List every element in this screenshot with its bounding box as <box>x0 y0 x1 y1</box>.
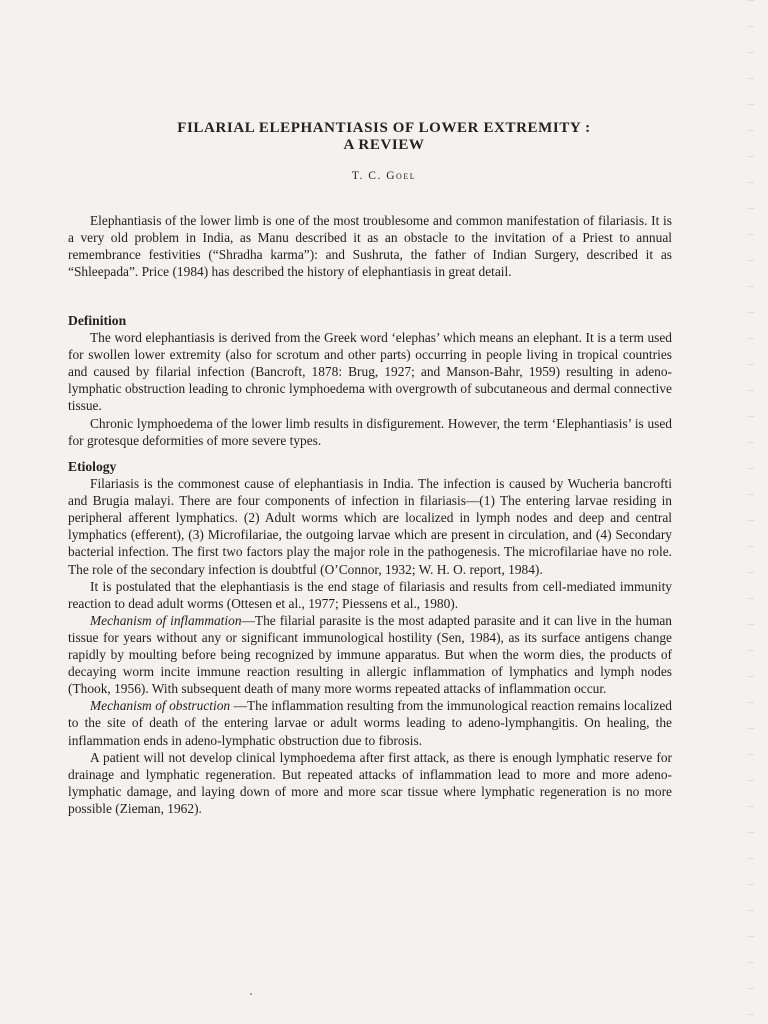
etiology-heading: Etiology <box>68 459 117 474</box>
definition-paragraph-2: Chronic lymphoedema of the lower limb results in disfigurement. However, the term ‘Elephantiasis’ is used for grotesque deformities of more severe types. <box>68 415 672 448</box>
introduction <box>68 212 672 280</box>
etiology-paragraph-2: It is postulated that the elephantiasis is the end stage of filariasis and results from cell-mediated immunity reaction to dead adult worms (Ottesen et al., 1977; Piessens et al., 1980). <box>68 578 672 611</box>
author-name: T. C. Goel <box>351 170 417 182</box>
article-title-line1: FILARIAL ELEPHANTIASIS OF LOWER EXTREMITY : <box>177 120 591 136</box>
mechanism-obstruction-label: Mechanism of obstruction <box>90 698 231 714</box>
intro-paragraph: Elephantiasis of the lower limb is one of the most troublesome and common manifestation of filariasis. It is a very old problem in India, as Manu described it as an obstacle to the invitation of a Priest to annual remembrance festivities (“Shradha karma”): and Sushruta, the father of Indian Surgery, described it as “Shleepada”. Price (1984) has described the history of elephantiasis in great detail. <box>68 213 672 280</box>
etiology-paragraph-4 <box>68 697 672 748</box>
definition-paragraph-1: The word elephantiasis is derived from the Greek word ‘elephas’ which means an elephant. It is a term used for swollen lower extremity (also for scrotum and other parts) occurring in people living in tropical countries and caused by filarial infection (Bancroft, 1878: Brug, 1927; and Manson-Bahr, 1959) resulting in adeno-lymphatic obstruction leading to chronic lymphoedema with overgrowth of subcutaneous and dermal connective tissue. <box>68 330 672 414</box>
etiology-paragraph-3 <box>68 612 672 697</box>
definition-section <box>68 312 672 449</box>
article-title-line2: A REVIEW <box>343 137 425 153</box>
etiology-paragraph-5: A patient will not develop clinical lymphoedema after first attack, as there is enough lymphatic reserve for drainage and lymphatic regeneration. But repeated attacks of inflammation lead to more and more adeno-lymphatic damage, and laying down of more and more scar tissue where lymphatic regeneration is no more possible (Zieman, 1962). <box>68 749 672 816</box>
etiology-section <box>68 458 672 817</box>
mechanism-obstruction-text: —The inflammation resulting from the immunological reaction remains localized to the site of death of the entering larvae or adult worms leading to adeno-lymphangitis. On healing, the inflammation ends in adeno-lymphatic obstruction due to fibrosis. <box>68 698 672 748</box>
scan-speck <box>250 993 252 995</box>
definition-heading: Definition <box>68 313 127 328</box>
etiology-paragraph-1: Filariasis is the commonest cause of elephantiasis in India. The infection is caused by Wucheria bancrofti and Brugia malayi. There are four components of infection in filariasis—(1) The entering larvae residing in peripheral afferent lymphatics. (2) Adult worms which are localized in lymph nodes and deep and central lymphatics (efferent), (3) Microfilariae, the outgoing larvae which are present in circulation, and (4) Secondary bacterial infection. The first two factors play the major role in the pathogenesis. The microfilariae have no role. The role of the secondary infection is doubtful (O’Connor, 1932; W. H. O. report, 1984). <box>68 476 672 577</box>
mechanism-inflammation-text: —The filarial parasite is the most adapted parasite and it can live in the human tissue for years without any or significant immunological hostility (Sen, 1984), as its surface antigens change rapidly by moulting before being recognized by immune apparatus. But when the worm dies, the products of decaying worm incite immune reaction resulting in allergic inflammation of lymphatics and lymph nodes (Thook, 1956). With subsequent death of many more worms repeated attacks of inflammation occur. <box>68 612 672 697</box>
mechanism-inflammation-label: Mechanism of inflammation <box>90 612 242 628</box>
